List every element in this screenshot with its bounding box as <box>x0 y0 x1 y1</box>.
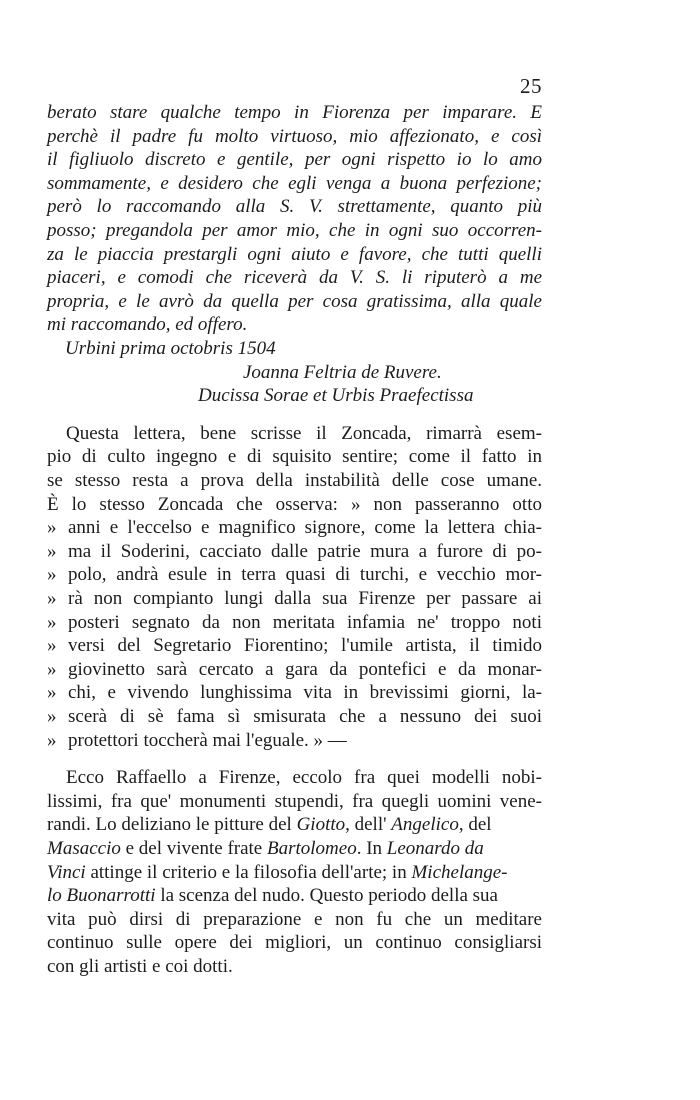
quote-mark: » <box>47 588 57 609</box>
quote-line: polo, andrà esule in terra quasi di turchi, e vecchio mor- <box>68 564 542 585</box>
artist-name: Leonardo da <box>386 838 484 859</box>
letter-line: però lo raccomando alla S. V. strettamente, quanto più <box>47 196 542 217</box>
quote-line: rà non compianto lungi dalla sua Firenze per passare ai <box>68 588 542 609</box>
page-number: 25 <box>520 74 542 98</box>
quote-mark: » <box>47 612 57 633</box>
quote-line: protettori toccherà mai l'eguale. » — <box>68 730 347 751</box>
letter-dateline: Urbini prima octobris 1504 <box>65 338 276 359</box>
paragraph-line: randi. Lo deliziano le pitture del Giotto, dell' Angelico, del <box>47 814 492 835</box>
quote-line: chi, e vivendo lunghissima vita in brevissimi giorni, la- <box>68 682 542 703</box>
letter-line: za le piaccia prestargli ogni aiuto e favore, che tutti quelli <box>47 244 542 265</box>
artist-name: Giotto <box>296 814 346 835</box>
quote-mark: » <box>47 730 57 751</box>
letter-line: perchè il padre fu molto virtuoso, mio affezionato, e così <box>47 126 542 147</box>
paragraph-line: lo Buonarrotti la scenza del nudo. Questo periodo della sua <box>47 885 498 906</box>
paragraph-line: se stesso resta a prova della instabilità delle cose umane. <box>47 470 542 491</box>
letter-signature-title: Ducissa Sorae et Urbis Praefectissa <box>198 385 474 406</box>
paragraph-line: Questa lettera, bene scrisse il Zoncada, rimarrà esem- <box>66 423 542 444</box>
quote-mark: » <box>47 635 57 656</box>
quote-mark: » <box>47 682 57 703</box>
letter-line: berato stare qualche tempo in Fiorenza per imparare. E <box>47 102 542 123</box>
paragraph-line: lissimi, fra que' monumenti stupendi, fra quegli uomini vene- <box>47 791 542 812</box>
paragraph-line: continuo sulle opere dei migliori, un continuo consigliarsi <box>47 932 542 953</box>
letter-line: propria, e le avrò da quella per cosa gratissima, alla quale <box>47 291 542 312</box>
artist-name: Bartolomeo <box>267 838 357 859</box>
quote-line: ma il Soderini, cacciato dalle patrie mura a furore di po- <box>68 541 542 562</box>
quote-line: giovinetto sarà cercato a gara da pontefici e da monar- <box>68 659 542 680</box>
letter-line: il figliuolo discreto e gentile, per ogni rispetto io lo amo <box>47 149 542 170</box>
letter-line: piaceri, e comodi che riceverà da V. S. li riputerò a me <box>47 267 542 288</box>
quote-mark: » <box>47 541 57 562</box>
quote-mark: » <box>47 659 57 680</box>
quote-line: posteri segnato da non meritata infamia ne' troppo noti <box>68 612 542 633</box>
letter-line: posso; pregandola per amor mio, che in ogni suo occorren- <box>47 220 542 241</box>
artist-name: Vinci <box>47 862 86 883</box>
quote-line: anni e l'eccelso e magnifico signore, come la lettera chia- <box>68 517 542 538</box>
quote-mark: » <box>47 517 57 538</box>
paragraph-line: Vinci attinge il criterio e la filosofia dell'arte; in Michelange- <box>47 862 508 883</box>
letter-line: sommamente, e desidero che egli venga a buona perfezione; <box>47 173 542 194</box>
artist-name: lo Buonarrotti <box>47 885 156 906</box>
paragraph-line: Masaccio e del vivente frate Bartolomeo. In Leonardo da <box>47 838 484 859</box>
paragraph-line: È lo stesso Zoncada che osserva: » non passeranno otto <box>47 494 542 515</box>
paragraph-line: Ecco Raffaello a Firenze, eccolo fra quei modelli nobi- <box>66 767 542 788</box>
letter-line: mi raccomando, ed offero. <box>47 314 248 335</box>
artist-name: Angelico <box>391 814 459 835</box>
artist-name: Masaccio <box>47 838 121 859</box>
quote-mark: » <box>47 564 57 585</box>
paragraph-line: con gli artisti e coi dotti. <box>47 956 233 977</box>
letter-signature-name: Joanna Feltria de Ruvere. <box>243 362 442 383</box>
quote-line: scerà di sè fama sì smisurata che a nessuno dei suoi <box>68 706 542 727</box>
quote-mark: » <box>47 706 57 727</box>
paragraph-line: pio di culto ingegno e di squisito sentire; come il fatto in <box>47 446 542 467</box>
artist-name: Michelange- <box>411 862 508 883</box>
quote-line: versi del Segretario Fiorentino; l'umile artista, il timido <box>68 635 542 656</box>
paragraph-line: vita può dirsi di preparazione e non fu che un meditare <box>47 909 542 930</box>
